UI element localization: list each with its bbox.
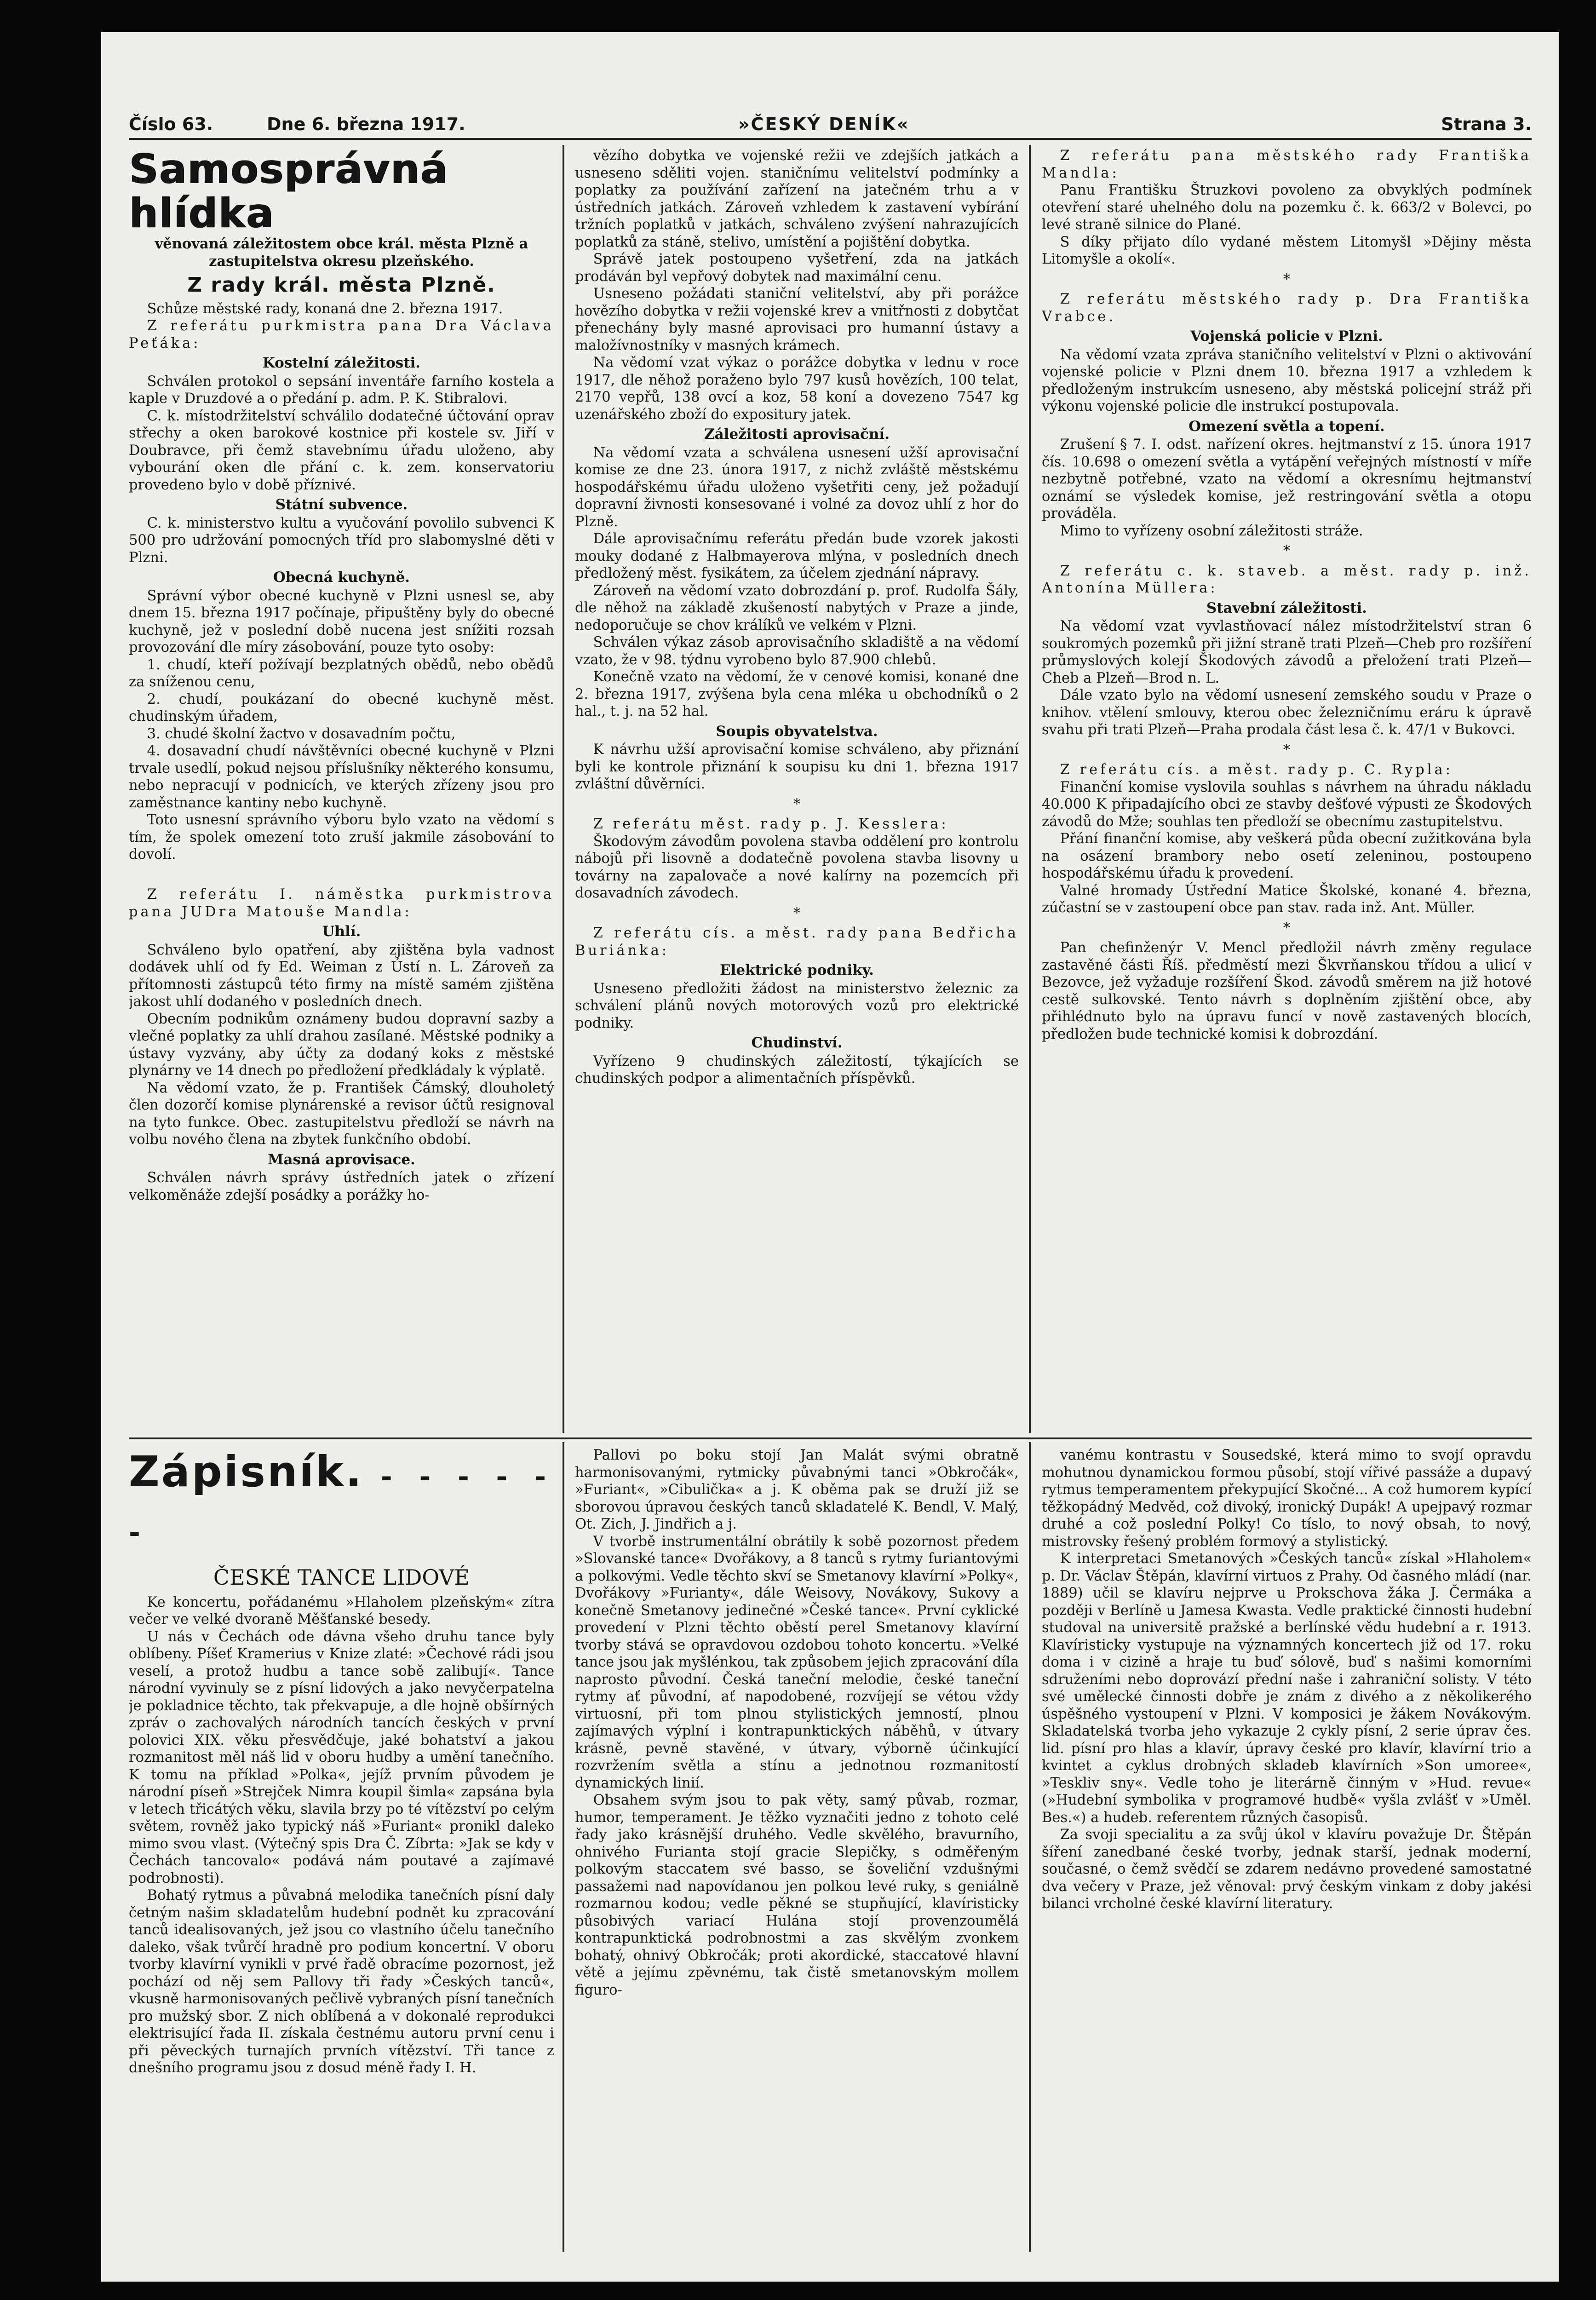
paragraph: Z referátu pana městského rady Františka Mandla: [1042,148,1532,181]
paragraph: Z referátu městského rady p. Dra Františka Vrabce. [1042,291,1532,325]
dedication: věnovaná záležitostem obce král. města Plzně a zastupitelstva okresu plzeňského. [155,236,528,270]
newspaper-page [101,32,1559,2282]
paragraph: Z referátu měst. rady p. J. Kesslera: [593,816,949,832]
paragraph: Na vědomí vzata a schválena usnesení užší aprovisační komise ze dne 23. února 1917, z nichž zvláště městskému hospodářskému úřadu uloženo vyšetřiti ceny, jež požadují dopravní živnosti konsesované i volné za dovoz uhlí z hor do Plzně. [575,444,1019,530]
paragraph: Toto usnesní správního výboru bylo vzato na vědomí s tím, že spolek omezení toto zruší jakmile zásobování to dovolí. [129,812,554,862]
separator-star: * [793,905,801,921]
zapisnik-dashes: - - - - - - [129,1461,554,1549]
page-number: Strana 3. [1441,114,1532,134]
paragraph: Zrušení § 7. I. odst. nařízení okres. hejtmanství z 15. února 1917 čís. 10.698 o omezení světla a vytápění veřejných místností v míře nezbytně potřebné, vzato na vědomí a okresnímu hejtmanství oznámí se výsledek komise, jež restringování světla a otopu prováděla. [1042,437,1532,522]
heading: Obecná kuchyně. [273,569,410,586]
column-3 [1042,147,1532,1433]
heading: Omezení světla a topení. [1188,418,1385,435]
zapisnik-title-text: Zápisník. [129,1447,364,1496]
paragraph: Ke koncertu, pořádanému »Hlaholem plzeňským« zítra večer ve velké dvoraně Měšťanské besedy. [129,1594,554,1627]
paragraph: Schválen protokol o sepsání inventáře farního kostela a kaple v Druzdové a o předání p. adm. P. K. Stibralovi. [129,373,554,407]
zapisnik-title [129,1447,554,1558]
paragraph: Správní výbor obecné kuchyně v Plzni usnesl se, aby dnem 15. března 1917 počínaje, připuštěny byly do obecné kuchyně, jež v poslední době nucena jest snížiti rozsah provozování dle míry zásobování, pouze tyto osoby: [129,587,554,656]
heading: Stavební záležitosti. [1206,599,1367,616]
paragraph: 2. chudí, poukázaní do obecné kuchyně měst. chudinským úřadem, [129,691,554,724]
separator-star: * [1283,543,1291,559]
zapisnik-column-3 [1042,1447,1532,2252]
page-header [129,101,1532,140]
paragraph: Pan chefinženýr V. Mencl předložil návrh změny regulace zastavěné části Říš. předměstí mezi Škvrňanskou třídou a ulicí v Bezovce, jež vyžaduje rozšíření Škod. závodů směrem na již hotové cestě sulkovské. Tento návrh s doplněním zjištění obce, aby přihlédnuto bylo na úpravu funcí v nově zastavených blocích, předložen bude technické komisi k dobrozdání. [1042,940,1532,1042]
paragraph: Na vědomí vzato, že p. František Čámský, dlouholetý člen dozorčí komise plynárenské a revisor účtů resignoval na tyto funkce. Obec. zastupitelstvu předloží se návrh na volbu nového člena na zbytek funkčního období. [129,1080,554,1148]
paragraph: Usneseno předložiti žádost na ministerstvo železnic za schválení plánů nových motorových vozů pro elektrické podniky. [575,980,1019,1031]
heading: Elektrické podniky. [720,962,874,978]
paragraph: Schválen výkaz zásob aprovisačního skladiště a na vědomí vzato, že v 98. týdnu vyrobeno bylo 87.900 chlebů. [575,634,1019,668]
heading: Uhlí. [322,923,361,940]
section-title: Samosprávná hlídka [129,147,448,237]
newspaper-title: »ČESKÝ DENÍK« [738,114,910,134]
paragraph: Valné hromady Ústřední Matice Školské, konané 4. března, zúčastní se v zastoupení obce pan stav. rada inž. Ant. Müller. [1042,882,1532,916]
separator [129,866,554,884]
separator-star: * [1283,920,1291,936]
paragraph: Z referátu cís. a měst. rady pana Bedřicha Buriánka: [575,925,1019,959]
paragraph: Usneseno požádati staniční velitelství, aby při porážce hovězího dobytka v režii vojenské krev a vnitřnosti z dobytčat přenechány byly masné aprovisaci pro humanní ústavy a maložívnostníky v masných krámech. [575,286,1019,354]
paragraph: Správě jatek postoupeno vyšetření, zda na jatkách prodáván byl vepřový dobytek nad maximální cenu. [575,251,1019,285]
heading: Kostelní záležitosti. [262,355,421,371]
paragraph: Obsahem svým jsou to pak věty, samý půvab, rozmar, humor, temperament. Je těžko vyznačiti jedno z tohoto celé řady jako krásnější druhého. Vedle skvělého, bravurního, ohnivého Furianta stojí gracie Slepičky, s odměřeným polkovým staccatem své basso, se šoveliční vzdušnými passažemi nad napovídanou jen polkou levé ruky, s geniálně rozmarnou kodou; vedle pěkné se stupňující, klavíristicky působivých variací Hulána stojí provenzoumělá kontrapunktická podrobnostmi a zas skvělým zvonkem bohatý, ohnivý Obkročák; proti akordické, staccatové hlavní větě a jejímu zpěvnému, tak čistě smetanovským mollem figuro- [575,1792,1019,1998]
paragraph: Schválen návrh správy ústředních jatek o zřízení velkoměnáže zdejší posádky a porážky ho- [129,1170,554,1203]
heading: Vojenská policie v Plzni. [1190,328,1383,345]
paragraph: vězího dobytka ve vojenské režii ve zdejších jatkách a usneseno sděliti vojen. staničnímu velitelství podmínky a poplatky za používání zařízení na jatečném trhu a v ústředních jatkách. Zároveň vzhledem k zastavení vybírání tržních poplatků v jatkách, schváleno zvýšení nahrazujících poplatků za stáně, stelivo, umístění a pojištění dobytka. [575,148,1019,250]
paragraph: Bohatý rytmus a půvabná melodika tanečních písní daly četným našim skladatelům hudební podnět ku zpracování tanců idealisovaných, jež jsou co vlastního účelu tanečního daleko, však tvůrčí hradně pro podium koncertní. V oboru tvorby klavírní vynikli v prvé řadě obracíme pozornost, jež pochází od něj sem Pallovy tři řady »Českých tanců«, vkusně harmonisovaných pečlivě vybraných písní tanečních pro mužský sbor. Z nich oblíbená a v dokonalé reprodukci elektrisující řada II. získala čestnému autoru první cenu i při pěveckých turnajích prvních vítězství. Tři tance z dnešního programu jsou z dosud méně řady I. H. [129,1887,554,2076]
paragraph: 1. chudí, kteří požívají bezplatných obědů, nebo obědů za sníženou cenu, [129,656,554,690]
paragraph: K návrhu užší aprovisační komise schváleno, aby přiznání byli ke kontrole přiznání k soupisu ku dni 1. března 1917 zvláštní důvěrníci. [575,742,1019,792]
paragraph: Z referátu c. k. staveb. a měst. rady p. inž. Antonína Müllera: [1042,563,1532,596]
article-heading: ČESKÉ TANCE LIDOVÉ [213,1565,470,1590]
separator-star: * [793,796,801,812]
paragraph: Za svoji specialitu a za svůj úkol v klavíru považuje Dr. Štěpán šíření zanedbané české tvorby, jednak starší, jednak moderní, současné, o čemž svědčí se zdarem nedávno provedené samostatné dva večery v Praze, jež věnoval: prvý českým vinkam z doby jakési bilanci vrcholné české klavírní literatury. [1042,1827,1532,1912]
paragraph: Mimo to vyřízeny osobní záležitosti stráže. [1060,523,1363,539]
heading: Soupis obyvatelstva. [716,723,878,740]
column-rule [1029,1442,1031,2252]
heading: Záležitosti aprovisační. [704,426,890,443]
paragraph: Na vědomí vzat výkaz o porážce dobytka v lednu v roce 1917, dle něhož poraženo bylo 797 kusů hovězích, 100 telat, 2170 vepřů, 138 ovcí a koz, 58 koní a dovezeno 7547 kg uzenářského zboží do expositury jatek. [575,355,1019,423]
subsection-title: Z rady král. města Plzně. [187,273,496,297]
paragraph: C. k. ministerstvo kultu a vyučování povolilo subvenci K 500 pro udržování pomocných tříd pro slabomyslné děti v Plzni. [129,515,554,566]
separator-star: * [1283,742,1291,758]
paragraph: Schůze městské rady, konaná dne 2. března 1917. [147,300,503,317]
column-rule [563,145,564,1433]
paragraph: 4. dosavadní chudí návštěvníci obecné kuchyně v Plzni trvale usedlí, pokud nejsou příslušníky některého konsumu, nebo nepracují v podnicích, ve kterých zřízeny jsou pro zaměstnance kantiny nebo kuchyně. [129,743,554,811]
paragraph: U nás v Čechách ode dávna všeho druhu tance byly oblíbeny. Píšeť Kramerius v Knize zlaté: »Čechové rádi jsou veselí, a protož hudbu a tance sobě zalibují«. Tance národní vyvinuly se z písní lidových a jako nevyčerpatelna je pokladnice těchto, tak překvapuje, a dle hojně obšírných zpráv o zachovalých národních tancích českých v první polovici XIX. věku přesvědčuje, jaké bohatství a jakou rozmanitost měl náš lid v oboru hudby a umění tanečního. K tomu na příklad »Polka«, jejíž prvním původem je národní píseň »Strejček Nimra koupil šimla« zapsána byla v letech třicátých věku, slavila brzy po té vítězství po celým světem, rovněž jako typický náš »Furiant« pronikl daleko mimo svou vlast. (Výtečný spis Dra Č. Zíbrta: »Jak se kdy v Čechách tancovalo« podává nám poutavé a zajímavé podrobnosti). [129,1628,554,1886]
issue-date: Dne 6. března 1917. [267,114,465,134]
paragraph: C. k. místodržitelství schválilo dodatečné účtování oprav střechy a oken barokové kostnice při kostele sv. Jiří v Doubravce, při čemž stavebnímu úřadu uloženo, aby vybourání oken dle přání c. k. zem. konservatoriu provedeno bylo v době příznivé. [129,408,554,493]
paragraph: Panu Františku Štruzkovi povoleno za obvyklých podmínek otevření staré uhelného dolu na pozemku č. k. 663/2 v Bolevci, po levé straně silnice do Plané. [1042,182,1532,233]
column-1 [129,147,554,1433]
paragraph: Z referátu purkmistra pana Dra Václava Peťáka: [129,318,554,351]
heading: Masná aprovisace. [268,1151,415,1168]
section-rule [129,1438,1532,1439]
paragraph: Schváleno bylo opatření, aby zjištěna byla vadnost dodávek uhlí od fy Ed. Weiman z Ústí n. L. Zároveň za přítomnosti zástupců této firmy na místě samém zjištěna jakost uhlí dodaného v posledních dnech. [129,942,554,1010]
paragraph: Přání finanční komise, aby veškerá půda obecní zužitkována byla na osázení brambory nebo osetí zeleninou, postoupeno hospodářskému úřadu k provedení. [1042,831,1532,881]
zapisnik-column-2 [575,1447,1019,2252]
paragraph: Na vědomí vzat vyvlastňovací nález místodržitelství stran 6 soukromých pozemků při jižní straně trati Plzeň—Cheb pro rozšíření průmyslových kolejí Škodových závodů a přeložení trati Plzeň—Cheb a Plzeň—Brod n. L. [1042,618,1532,686]
column-2 [575,147,1019,1433]
heading: Chudinství. [751,1035,843,1051]
paragraph: Zároveň na vědomí vzato dobrozdání p. prof. Rudolfa Šály, dle něhož na základě zkušeností nabytých v Praze a jinde, nedoporučuje se chov králíků ve velkém v Plzni. [575,582,1019,633]
paragraph: Finanční komise vyslovila souhlas s návrhem na úhradu nákladu 40.000 K připadajícího obci ze stavby dešťové výpusti ze Škodových závodů do Mže; souhlas ten předloží se obecnímu zastupitelstvu. [1042,779,1532,830]
column-rule [563,1442,564,2252]
paragraph: vanému kontrastu v Sousedské, která mimo to svojí opravdu mohutnou dynamickou formou působí, stojí vířivé passáže a dupavý rytmus temperamentem překypující Skočné... A což humorem kypící těžkopádný Medvěd, což divoký, ironický Dupák! A upejpavý rozmar druhé a což poslední Polky! Co tíslo, to nový obsah, to nový, mistrovsky řešený problém formový a stylistický. [1042,1447,1532,1550]
paragraph: Dále vzato bylo na vědomí usnesení zemského soudu v Praze o knihov. vtělení smlouvy, kterou obec železničnímu eráru k úpravě svahu při trati Plzeň—Praha prodala část lesa č. k. 47/1 v Bukovci. [1042,687,1532,738]
paragraph: Z referátu cís. a měst. rady p. C. Rypla: [1060,762,1453,778]
paragraph: Konečně vzato na vědomí, že v cenové komisi, konané dne 2. března 1917, zvýšena byla cena mléka u obchodníků o 2 hal., t. j. na 52 hal. [575,669,1019,719]
paragraph: Z referátu I. náměstka purkmistrova pana JUDra Matouše Mandla: [129,886,554,920]
paragraph: 3. chudé školní žactvo v dosavadním počtu, [147,725,456,742]
paragraph: V tvorbě instrumentální obrátily k sobě pozornost předem »Slovanské tance« Dvořákovy, a 8 tanců s rytmy furiantovými a polkovými. Vedle těchto skví se Smetanovy klavírní »Polky«, Dvořákovy »Furianty«, dále Weisovy, Novákovy, Sukovy a konečně Smetanovy jedinečné »České tance«. První cyklické provedení v Plzni těchto oběstí perel Smetanovy klavírní tvorby stává se opravdovou ozdobou tohoto koncertu. »Velké tance jsou jak myšlénkou, tak způsobem jejich zpracování díla naprosto původní. Česká taneční melodie, české taneční rytmy ať původní, ať napodobené, rozvíjejí se vétou vždy virtuosní, při tom plnou stylistických jemností, plnou zajímavých výplní i kontrapunktických náběhů, v útvary krásně, pevně stavěné, v útvary, výborně účinkující rozvržením světla a stínu a jednotnou rozmanitostí dynamických linií. [575,1533,1019,1791]
paragraph: Obecním podnikům oznámeny budou dopravní sazby a vlečné poplatky za uhlí drahou zasílané. Městské podniky a ústavy vyzvány, aby účty za dodaný koks z městské plynárny ve 14 dnech po předložení předkládaly k výplatě. [129,1011,554,1079]
paragraph: K interpretaci Smetanových »Českých tanců« získal »Hlaholem« p. Dr. Václav Štěpán, klavírní virtuos z Prahy. Od časného mládí (nar. 1889) učil se klavíru nejprve u Prokschova žáka J. Čermáka a později v Berlíně u Jamesa Kwasta. Vedle praktické činnosti hudební studoval na universitě pražské a berlínské vědu hudební a r. 1913. Klavíristicky vystupuje na významných koncertech již od 17. roku doma i v cizině a hraje tu buď sólově, buď s našimi komorními sdruženími nebo doprovází přední naše i zahraniční solisty. V této své umělecké činnosti dobře je znám z divého a z několikerého úspěšného vystoupení v Plzni. V komposici je žákem Novákovým. Skladatelská tvorba jeho vykazuje 2 cykly písní, 2 serie úprav čes. lid. písní pro hlas a klavír, úpravy české pro klavír, klavírní trio a kvintet a cyklus drobných skladeb klavírních »Son umoree«, »Teskliv sny«. Vedle toho je literárně činným v »Hud. revue« (»Hudební symbolika v programové hudbě« vyšla zvlášť v »Uměl. Bes.«) a hudeb. referentem různých časopisů. [1042,1551,1532,1826]
paragraph: Na vědomí vzata zpráva staničního velitelství v Plzni o aktivování vojenské policie v Plzni dnem 10. března 1917 a vzhledem k předloženým instrukcím usneseno, aby městská policejní stráž při výkonu vojenské policie dle instrukcí postupovala. [1042,346,1532,414]
issue-number: Číslo 63. [129,114,213,134]
zapisnik-column-1 [129,1447,554,2252]
paragraph: Škodovým závodům povolena stavba oddělení pro kontrolu nábojů při lisovně a dodatečně povolena stavba lisovny u továrny na zapalovače a nové kalírny na pozemcích při dosavadních závodech. [575,833,1019,901]
paragraph: Vyřízeno 9 chudinských záležitostí, týkajících se chudinských podpor a alimentačních příspěvků. [575,1053,1019,1087]
paragraph: Dále aprovisačnímu referátu předán bude vzorek jakosti mouky dodané z Halbmayerova mlýna, v posledních dnech předložený měst. fysikátem, za účelem zjednání nápravy. [575,531,1019,581]
column-rule [1029,145,1031,1433]
separator-star: * [1283,271,1291,288]
heading: Státní subvence. [275,496,408,513]
paragraph: Pallovi po boku stojí Jan Malát svými obratně harmonisovanými, rytmicky půvabnými tanci »Obkročák«, »Furiant«, »Cibulička« a j. K oběma pak se druží již se sborovou úpravou českých tanců skladatelé K. Bendl, V. Malý, Ot. Zich, J. Jindřich a j. [575,1447,1019,1532]
paragraph: S díky přijato dílo vydané městem Litomyšl »Dějiny města Litomyšle a okolí«. [1042,234,1532,267]
